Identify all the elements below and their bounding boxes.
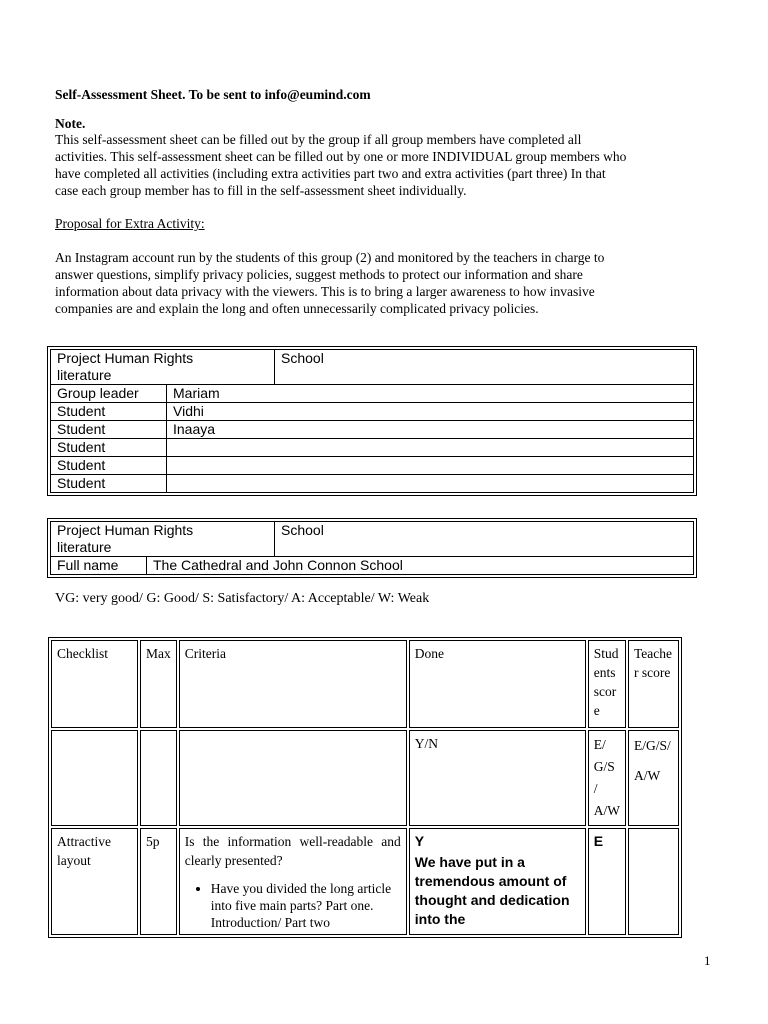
note-body — [55, 131, 735, 199]
header-students-score: Students score — [588, 640, 626, 728]
row-teacher-score — [628, 828, 679, 935]
note-line: have completed all activities (including extra activities part two and extra activities (part three) In that — [55, 166, 606, 181]
note-line: activities. This self-assessment sheet can be filled out by one or more INDIVIDUAL group members who — [55, 149, 627, 164]
row-value — [167, 475, 694, 493]
table-header-row — [51, 640, 679, 728]
full-name-label: Full name — [51, 557, 147, 575]
row-label: Student — [51, 421, 167, 439]
done-flag: Y — [414, 833, 425, 849]
row-label: Student — [51, 457, 167, 475]
proposal-line: companies are and explain the long and often unnecessarily complicated privacy policies. — [55, 301, 539, 316]
empty-cell — [51, 730, 138, 826]
students-score-value: E — [593, 833, 604, 849]
row-value: Mariam — [167, 385, 694, 403]
criteria-bullet-list — [185, 880, 401, 931]
done-comment: We have put in a tremendous amount of thought and dedication into the — [414, 854, 570, 927]
header-checklist: Checklist — [51, 640, 138, 728]
row-value: Vidhi — [167, 403, 694, 421]
table-row — [51, 385, 694, 403]
school-table — [50, 521, 694, 575]
empty-cell — [179, 730, 407, 826]
proposal-heading: Proposal for Extra Activity: — [55, 216, 205, 231]
proposal-body — [55, 249, 735, 317]
row-value: Inaaya — [167, 421, 694, 439]
table-row — [51, 522, 694, 557]
header-done: Done — [409, 640, 586, 728]
proposal-line: information about data privacy with the viewers. This is to bring a larger awareness to how invasive — [55, 284, 595, 299]
table-row — [51, 421, 694, 439]
table-row — [51, 828, 679, 935]
row-max: 5p — [140, 828, 177, 935]
note-label: Note. — [55, 116, 86, 131]
scale-done: Y/N — [409, 730, 586, 826]
note-line: This self-assessment sheet can be filled out by the group if all group members have completed all — [55, 132, 582, 147]
row-value — [167, 457, 694, 475]
scale-teacher: E/G/S/ A/W — [628, 730, 679, 826]
criteria-question: Is the information well-readable and clearly presented? — [184, 834, 401, 868]
row-label: Group leader — [51, 385, 167, 403]
full-name-value: The Cathedral and John Connon School — [147, 557, 694, 575]
proposal-line: An Instagram account run by the students of this group (2) and monitored by the teachers in charge to — [55, 250, 605, 265]
row-label: Student — [51, 439, 167, 457]
row-label: Student — [51, 475, 167, 493]
group-members-table — [50, 349, 694, 493]
row-criteria — [179, 828, 407, 935]
project-cell: Project Human Rights literature — [51, 522, 275, 557]
school-label: School — [275, 522, 694, 557]
proposal-line: answer questions, simplify privacy policies, suggest methods to protect our information and share — [55, 267, 583, 282]
row-value — [167, 439, 694, 457]
row-checklist: Attractive layout — [51, 828, 138, 935]
checklist-table — [48, 637, 682, 938]
project-cell: Project Human Rights literature — [51, 350, 275, 385]
header-max: Max — [140, 640, 177, 728]
criteria-bullet: • Have you divided the long article into five main parts? Part one. Introduction/ Part two — [211, 880, 401, 931]
page-number: 1 — [704, 953, 711, 968]
table-row — [51, 403, 694, 421]
row-students-score — [588, 828, 626, 935]
table-row — [51, 475, 694, 493]
note-line: case each group member has to fill in the self-assessment sheet individually. — [55, 183, 467, 198]
empty-cell — [140, 730, 177, 826]
row-label: Student — [51, 403, 167, 421]
document-title: Self-Assessment Sheet. To be sent to info@eumind.com — [55, 87, 371, 102]
school-label: School — [275, 350, 694, 385]
row-done — [409, 828, 586, 935]
table-row — [51, 439, 694, 457]
header-criteria: Criteria — [179, 640, 407, 728]
table-row — [51, 457, 694, 475]
table-row — [51, 350, 694, 385]
table-row — [51, 557, 694, 575]
header-teacher-score: Teacher score — [628, 640, 679, 728]
scale-students: E/ G/S / A/W — [588, 730, 626, 826]
grading-legend: VG: very good/ G: Good/ S: Satisfactory/ A: Acceptable/ W: Weak — [55, 591, 430, 606]
scale-row — [51, 730, 679, 826]
